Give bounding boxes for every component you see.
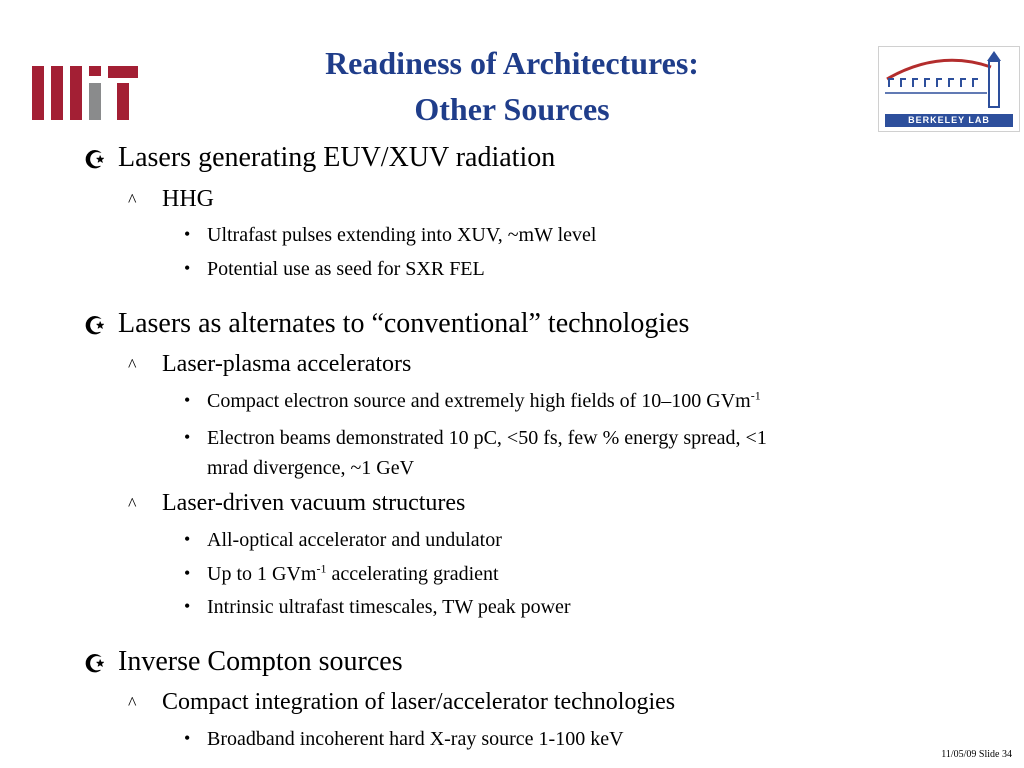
bullet-l3	[207, 563, 499, 586]
title-line-1: Readiness of Architectures:	[325, 45, 699, 81]
caret-icon: ^	[128, 190, 137, 210]
dot-icon: •	[184, 258, 191, 278]
bullet-l1: Lasers generating EUV/XUV radiation	[118, 142, 556, 173]
bullet-l2: HHG	[162, 186, 214, 212]
caret-icon: ^	[128, 355, 137, 375]
dot-icon: •	[184, 596, 191, 616]
caret-icon: ^	[128, 693, 137, 713]
caret-icon: ^	[128, 494, 137, 514]
dot-icon: •	[184, 427, 191, 447]
superscript: -1	[316, 561, 327, 576]
bullet-l2: Laser-plasma accelerators	[162, 351, 412, 377]
bullet-l1: Inverse Compton sources	[118, 646, 403, 677]
bullet-marker-icon: ☪	[84, 148, 106, 174]
dot-icon: •	[184, 529, 191, 549]
bullet-l3: All-optical accelerator and undulator	[207, 529, 502, 551]
slide-footer: 11/05/09 Slide 34	[941, 749, 1012, 760]
bullet-l3	[207, 390, 761, 413]
dot-icon: •	[184, 224, 191, 244]
bullet-marker-icon: ☪	[84, 314, 106, 340]
bullet-l3: Electron beams demonstrated 10 pC, <50 fs, few % energy spread, <1	[207, 427, 767, 449]
title-line-2: Other Sources	[414, 91, 610, 127]
dot-icon: •	[184, 563, 191, 583]
dot-icon: •	[184, 728, 191, 748]
bullet-l3: Intrinsic ultrafast timescales, TW peak power	[207, 596, 571, 618]
berkeley-lab-plate: BERKELEY LAB	[885, 114, 1013, 127]
superscript: -1	[750, 388, 761, 403]
bullet-l3-text: Up to 1 GVm	[207, 563, 317, 585]
bullet-l2: Compact integration of laser/accelerator technologies	[162, 689, 676, 715]
bullet-l3-text: Compact electron source and extremely high fields of 10–100 GVm	[207, 390, 751, 412]
bullet-l3: Ultrafast pulses extending into XUV, ~mW level	[207, 224, 597, 246]
bullet-l3-continuation: mrad divergence, ~1 GeV	[207, 457, 415, 479]
bullet-l3: Potential use as seed for SXR FEL	[207, 258, 485, 280]
dot-icon: •	[184, 390, 191, 410]
bullet-l2: Laser-driven vacuum structures	[162, 490, 466, 516]
bullet-l1: Lasers as alternates to “conventional” technologies	[118, 308, 690, 339]
bullet-l3: Broadband incoherent hard X-ray source 1-100 keV	[207, 728, 624, 750]
bullet-marker-icon: ☪	[84, 652, 106, 678]
bullet-l3-text-after: accelerating gradient	[326, 563, 499, 585]
